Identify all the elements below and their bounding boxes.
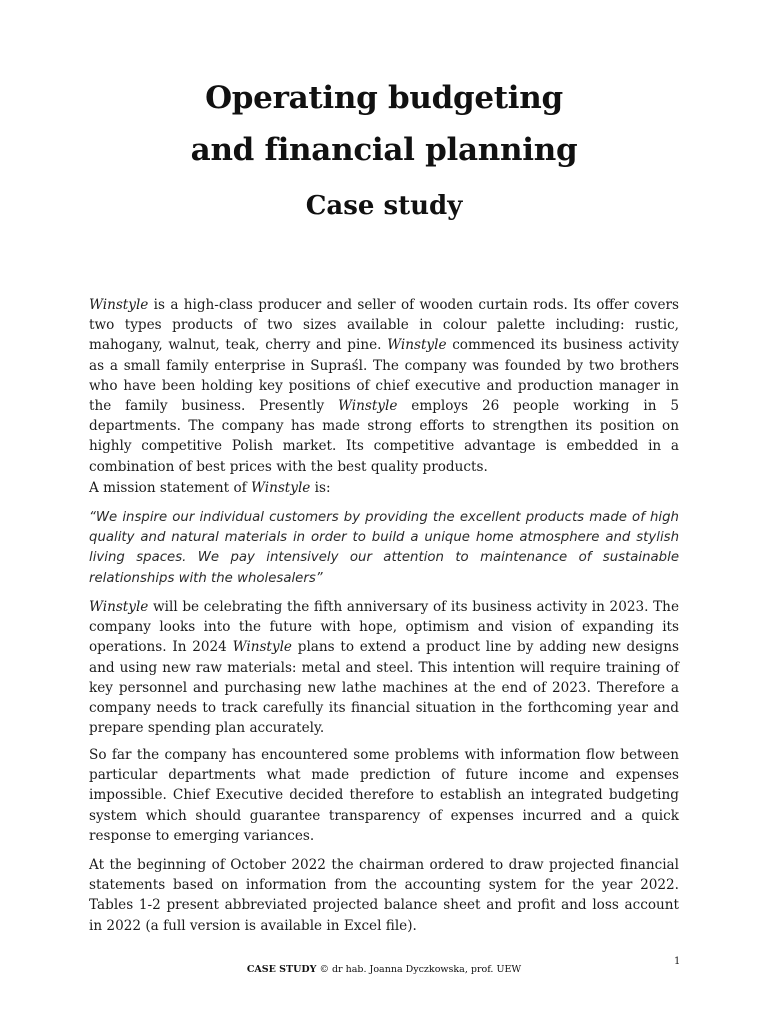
footer	[0, 964, 768, 975]
page-number: 1	[674, 956, 681, 967]
paragraph-statements: At the beginning of October 2022 the chairman ordered to draw projected financial statements based on information from the accounting system for the year 2022. Tables 1-2 present abbreviated projected balance sheet and profit and loss account in 2022 (a full version is available in Excel file).	[89, 857, 679, 934]
company-name: Winstyle	[89, 599, 149, 615]
footer-label: CASE STUDY	[246, 964, 317, 975]
paragraph-anniversary	[89, 597, 679, 738]
paragraph-text: commenced its business activity as a small family enterprise in Supraśl. The company was founded by two brothers who have been holding key positions of chief executive and production manager in the family business. Presently	[89, 337, 679, 415]
mission-intro	[89, 478, 679, 498]
copyright-symbol: ©	[316, 964, 332, 975]
company-name: Winstyle	[387, 337, 447, 354]
mission-quote: “We inspire our individual customers by providing the excellent products made of high quality and natural materials in order to build a unique home atmosphere and stylish living spaces. We pay intensively our attention to maintenance of sustainable relationships with the wholesalers”	[89, 510, 679, 586]
company-name: Winstyle	[251, 480, 311, 496]
company-name: Winstyle	[232, 639, 292, 656]
title-line-1: Operating budgeting	[205, 80, 563, 116]
title-line-2: and financial planning	[190, 132, 578, 168]
company-name: Winstyle	[338, 398, 398, 415]
paragraph-text: will be celebrating the fifth anniversary of its business activity in 2023. The company looks into the future with hope, optimism and vision of expanding its operations. In 2024	[89, 599, 679, 656]
mission-intro-text: is:	[310, 480, 331, 496]
paragraph-text: plans to extend a product line by adding new designs and using new raw materials: metal and steel. This intention will require training of key personnel and purchasing new lathe machines at the end of 2023. Therefore a company needs to track carefully its financial situation in the forthcoming year and prepare spending plan accurately.	[89, 639, 679, 737]
paragraph-problems: So far the company has encountered some problems with information flow between particular departments what made prediction of future income and expenses impossible. Chief Executive decided therefore to establish an integrated budgeting system which should guarantee transparency of expenses incurred and a quick response to emerging variances.	[89, 747, 679, 844]
footer-author: dr hab. Joanna Dyczkowska, prof. UEW	[331, 964, 522, 975]
paragraph-text: is a high-class producer and seller of wooden curtain rods. Its offer covers two types products of two sizes available in colour palette including: rustic, mahogany, walnut, teak, cherry and pine.	[89, 297, 679, 354]
paragraph-intro	[89, 295, 679, 477]
paragraph-text: employs 26 people working in 5 departments. The company has made strong efforts to strengthen its position on highly competitive Polish market. Its competitive advantage is embedded in a combination of best prices with the best quality products.	[89, 398, 679, 475]
company-name: Winstyle	[89, 297, 149, 313]
mission-intro-text: A mission statement of	[89, 480, 251, 496]
subtitle: Case study	[305, 191, 463, 221]
